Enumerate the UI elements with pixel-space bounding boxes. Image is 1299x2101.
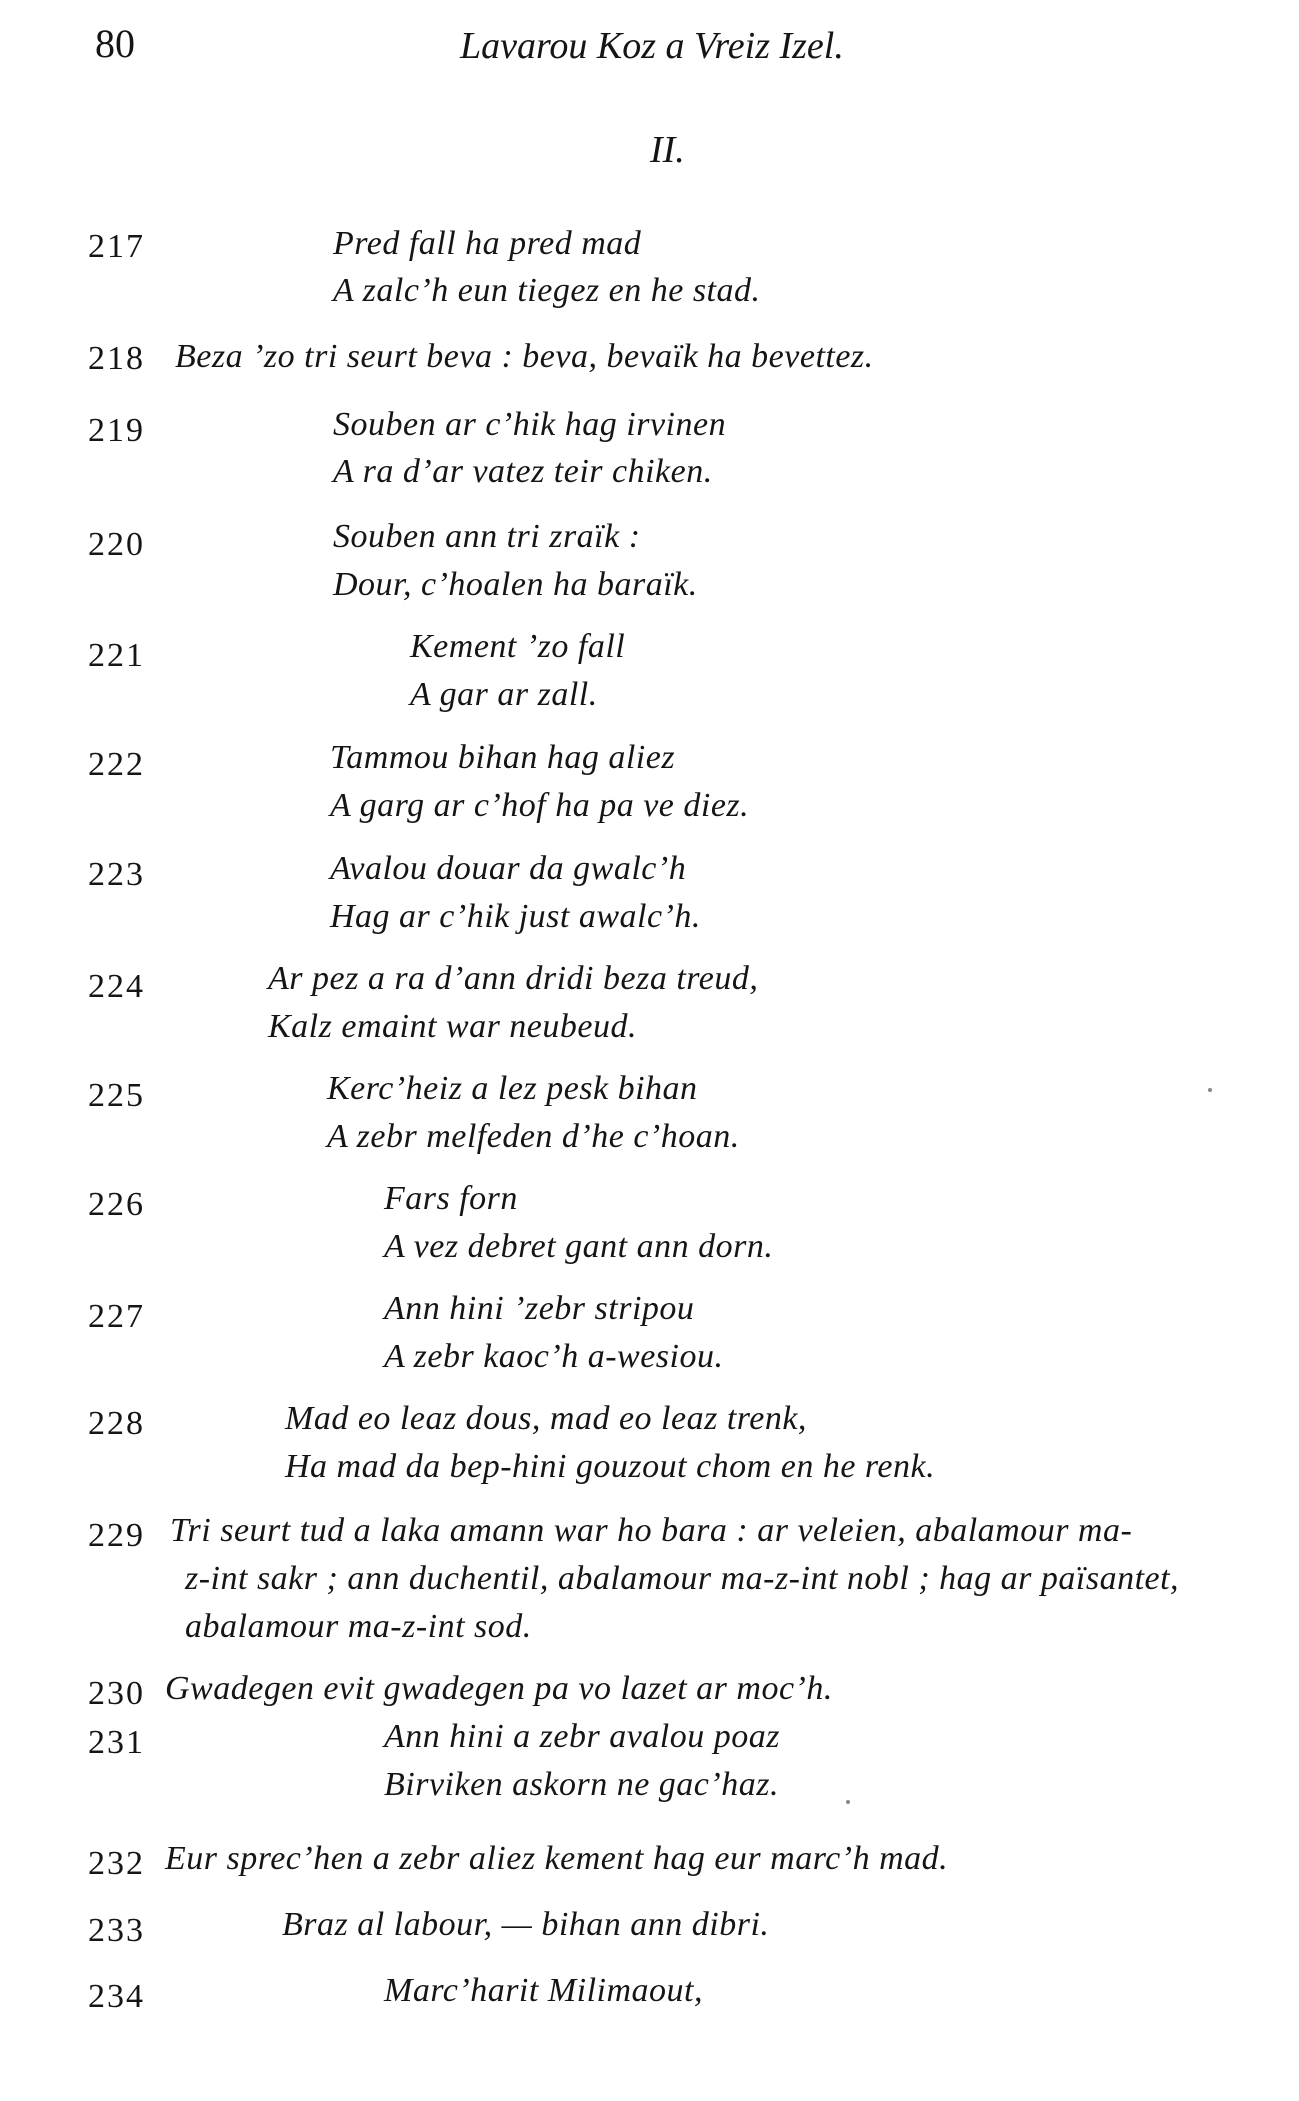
proverb-number: 220 bbox=[88, 526, 145, 563]
proverb-line: Kement ’zo fall bbox=[410, 628, 626, 665]
proverb-line: abalamour ma-z-int sod. bbox=[185, 1608, 532, 1645]
proverb-number: 227 bbox=[88, 1298, 145, 1335]
proverb-line: A zebr kaoc’h a-wesiou. bbox=[384, 1338, 724, 1375]
proverb-line: Birviken askorn ne gac’haz. bbox=[384, 1766, 779, 1803]
proverb-number: 233 bbox=[88, 1912, 145, 1949]
proverb-line: Marc’harit Milimaout, bbox=[384, 1972, 703, 2009]
proverb-number: 225 bbox=[88, 1077, 145, 1114]
running-title: Lavarou Koz a Vreiz Izel. bbox=[460, 25, 844, 67]
paper-speck bbox=[1208, 1088, 1212, 1092]
section-heading: II. bbox=[650, 129, 685, 171]
proverb-number: 224 bbox=[88, 968, 145, 1005]
proverb-line: Pred fall ha pred mad bbox=[333, 225, 642, 262]
proverb-number: 222 bbox=[88, 746, 145, 783]
proverb-line: Mad eo leaz dous, mad eo leaz trenk, bbox=[285, 1400, 807, 1437]
proverb-number: 226 bbox=[88, 1186, 145, 1223]
proverb-number: 218 bbox=[88, 340, 145, 377]
proverb-number: 230 bbox=[88, 1675, 145, 1712]
proverb-number: 232 bbox=[88, 1845, 145, 1882]
proverb-line: A gar ar zall. bbox=[410, 676, 598, 713]
proverb-number: 231 bbox=[88, 1724, 145, 1761]
proverb-line: Ar pez a ra d’ann dridi beza treud, bbox=[268, 960, 759, 997]
proverb-line: Tammou bihan hag aliez bbox=[330, 739, 676, 776]
proverb-line: Hag ar c’hik just awalc’h. bbox=[330, 898, 701, 935]
proverb-number: 221 bbox=[88, 637, 145, 674]
proverb-line: Eur sprec’hen a zebr aliez kement hag eur marc’h mad. bbox=[165, 1840, 949, 1877]
proverb-line: z-int sakr ; ann duchentil, abalamour ma-z-int nobl ; hag ar païsantet, bbox=[185, 1560, 1180, 1597]
proverb-number: 228 bbox=[88, 1405, 145, 1442]
proverb-line: A zalc’h eun tiegez en he stad. bbox=[333, 272, 761, 309]
proverb-number: 234 bbox=[88, 1978, 145, 2015]
proverb-line: A ra d’ar vatez teir chiken. bbox=[333, 453, 713, 490]
proverb-line: Ann hini ’zebr stripou bbox=[384, 1290, 695, 1327]
proverb-number: 229 bbox=[88, 1517, 145, 1554]
proverb-line: A vez debret gant ann dorn. bbox=[384, 1228, 774, 1265]
proverb-line: A garg ar c’hof ha pa ve diez. bbox=[330, 787, 750, 824]
proverb-line: Ann hini a zebr avalou poaz bbox=[384, 1718, 780, 1755]
proverb-line: Kalz emaint war neubeud. bbox=[268, 1008, 637, 1045]
paper-speck bbox=[846, 1800, 850, 1804]
proverb-line: Souben ar c’hik hag irvinen bbox=[333, 406, 727, 443]
proverb-line: Braz al labour, — bihan ann dibri. bbox=[282, 1906, 770, 1943]
proverb-line: Gwadegen evit gwadegen pa vo lazet ar moc’h. bbox=[165, 1670, 833, 1707]
proverb-number: 217 bbox=[88, 228, 145, 265]
proverb-line: Beza ’zo tri seurt beva : beva, bevaïk ha bevettez. bbox=[175, 338, 874, 375]
proverb-line: Souben ann tri zraïk : bbox=[333, 518, 641, 555]
proverb-number: 219 bbox=[88, 412, 145, 449]
proverb-line: Dour, c’hoalen ha baraïk. bbox=[333, 566, 698, 603]
proverb-line: A zebr melfeden d’he c’hoan. bbox=[327, 1118, 740, 1155]
proverb-line: Fars forn bbox=[384, 1180, 518, 1217]
proverb-line: Kerc’heiz a lez pesk bihan bbox=[327, 1070, 698, 1107]
proverb-line: Tri seurt tud a laka amann war ho bara : ar veleien, abalamour ma- bbox=[170, 1512, 1133, 1549]
page-number: 80 bbox=[95, 21, 135, 66]
proverb-line: Ha mad da bep-hini gouzout chom en he renk. bbox=[285, 1448, 936, 1485]
proverb-line: Avalou douar da gwalc’h bbox=[330, 850, 687, 887]
proverb-number: 223 bbox=[88, 856, 145, 893]
